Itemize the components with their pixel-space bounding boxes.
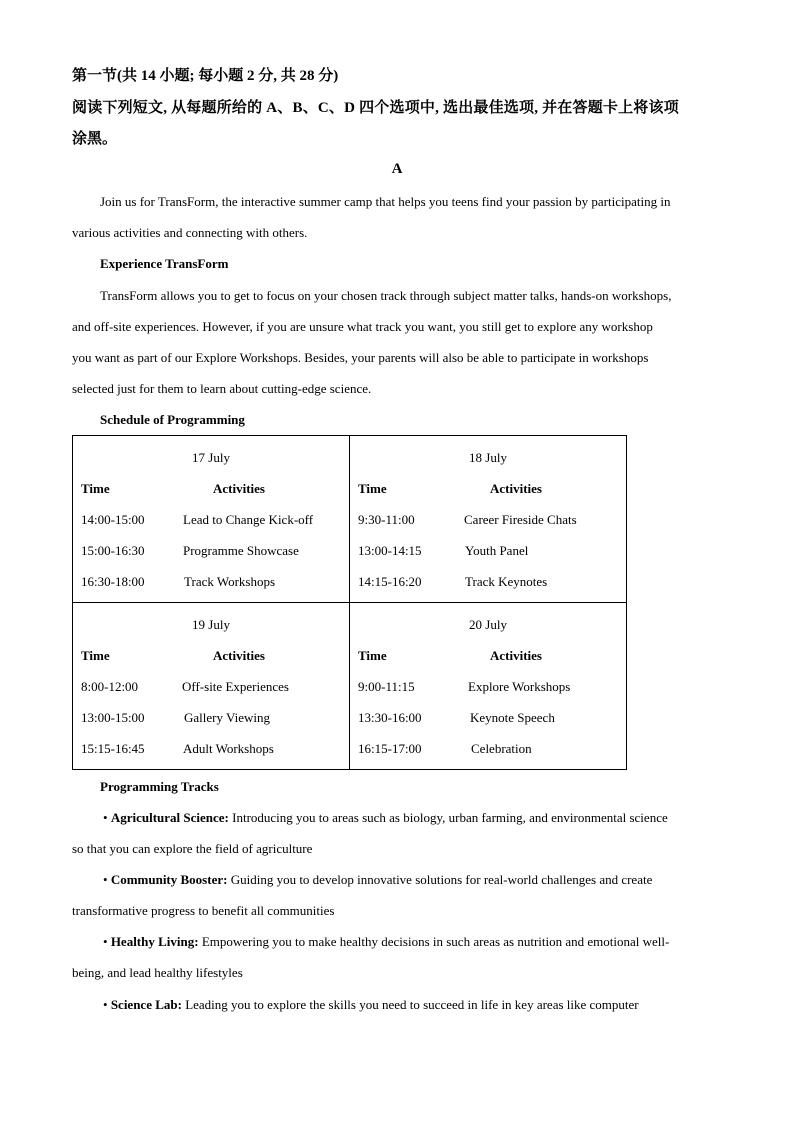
row-time: 14:15-16:20 [358, 574, 422, 589]
passage-letter: A [391, 161, 403, 177]
row-activity: Gallery Viewing [184, 710, 270, 725]
section-instruction-title: 第一节(共 14 小题; 每小题 2 分, 共 28 分) [72, 68, 339, 84]
activities-column-header: Activities [490, 648, 542, 663]
activities-column-header: Activities [213, 648, 265, 663]
schedule-heading: Schedule of Programming [100, 412, 245, 427]
row-time: 13:00-14:15 [358, 543, 422, 558]
track-item: • Community Booster: Guiding you to develop innovative solutions for real-world challenges and create [103, 872, 653, 887]
activities-column-header: Activities [213, 481, 265, 496]
schedule-row [358, 741, 618, 759]
activities-column-header: Activities [490, 481, 542, 496]
track-name: Science Lab: [110, 997, 182, 1012]
row-activity: Off-site Experiences [182, 679, 289, 694]
time-column-header: Time [358, 481, 387, 496]
experience-line-1: TransForm allows you to get to focus on your chosen track through subject matter talks, hands-on workshops, [100, 288, 672, 303]
schedule-row [81, 574, 341, 592]
instruction-line-1: 阅读下列短文, 从每题所给的 A、B、C、D 四个选项中, 选出最佳选项, 并在答题卡上将该项 [72, 100, 679, 116]
instruction-line-2: 涂黑。 [72, 131, 118, 147]
schedule-day-cell [73, 436, 350, 603]
row-activity: Celebration [471, 741, 532, 756]
track-name: Healthy Living: [110, 934, 199, 949]
schedule-row [81, 512, 341, 530]
track-description-cont: so that you can explore the field of agriculture [72, 841, 313, 856]
track-description: Guiding you to develop innovative solutions for real-world challenges and create [230, 872, 653, 887]
row-time: 16:15-17:00 [358, 741, 422, 756]
experience-line-3: you want as part of our Explore Workshops. Besides, your parents will also be able to participate in workshops [72, 350, 649, 365]
row-time: 16:30-18:00 [81, 574, 145, 589]
experience-line-4: selected just for them to learn about cutting-edge science. [72, 381, 372, 396]
row-time: 15:15-16:45 [81, 741, 145, 756]
experience-line-2: and off-site experiences. However, if you are unsure what track you want, you still get to explore any workshop [72, 319, 653, 334]
schedule-table [72, 435, 627, 770]
track-name: Community Booster: [110, 872, 228, 887]
intro-line-1: Join us for TransForm, the interactive summer camp that helps you teens find your passion by participating in [100, 194, 671, 209]
row-activity: Lead to Change Kick-off [183, 512, 314, 527]
row-activity: Career Fireside Chats [464, 512, 577, 527]
schedule-row [358, 679, 618, 697]
day-date: 19 July [192, 617, 230, 632]
schedule-day-cell [73, 603, 350, 770]
schedule-row [358, 512, 618, 530]
row-activity: Programme Showcase [183, 543, 299, 558]
row-time: 8:00-12:00 [81, 679, 139, 694]
row-activity: Youth Panel [465, 543, 529, 558]
track-description: Leading you to explore the skills you need to succeed in life in key areas like computer [185, 997, 639, 1012]
row-time: 14:00-15:00 [81, 512, 145, 527]
track-item: • Healthy Living: Empowering you to make healthy decisions in such areas as nutrition and emotional well- [103, 934, 670, 949]
schedule-day-cell [350, 436, 627, 603]
time-column-header: Time [81, 648, 110, 663]
track-description: Introducing you to areas such as biology, urban farming, and environmental science [232, 810, 668, 825]
row-time: 9:30-11:00 [358, 512, 415, 527]
track-item: • Agricultural Science: Introducing you to areas such as biology, urban farming, and environmental science [103, 810, 668, 825]
day-date: 17 July [192, 450, 230, 465]
row-time: 9:00-11:15 [358, 679, 415, 694]
schedule-row [81, 710, 341, 728]
row-activity: Track Keynotes [465, 574, 548, 589]
schedule-row [81, 543, 341, 561]
day-date: 18 July [469, 450, 507, 465]
track-description-cont: transformative progress to benefit all communities [72, 903, 335, 918]
row-activity: Adult Workshops [183, 741, 274, 756]
track-description: Empowering you to make healthy decisions in such areas as nutrition and emotional well- [201, 934, 670, 949]
time-column-header: Time [358, 648, 387, 663]
track-name: Agricultural Science: [110, 810, 229, 825]
track-item: • Science Lab: Leading you to explore the skills you need to succeed in life in key areas like computer [103, 997, 639, 1012]
day-date: 20 July [469, 617, 507, 632]
intro-line-2: various activities and connecting with others. [72, 225, 308, 240]
row-time: 15:00-16:30 [81, 543, 145, 558]
row-activity: Explore Workshops [468, 679, 571, 694]
schedule-row [81, 741, 341, 759]
experience-heading: Experience TransForm [100, 256, 229, 271]
track-description-cont: being, and lead healthy lifestyles [72, 965, 243, 980]
schedule-row [358, 543, 618, 561]
tracks-heading: Programming Tracks [100, 779, 219, 794]
schedule-row [81, 679, 341, 697]
schedule-row [358, 710, 618, 728]
row-activity: Track Workshops [184, 574, 276, 589]
schedule-row [358, 574, 618, 592]
time-column-header: Time [81, 481, 110, 496]
row-time: 13:00-15:00 [81, 710, 145, 725]
schedule-day-cell [350, 603, 627, 770]
row-activity: Keynote Speech [470, 710, 555, 725]
row-time: 13:30-16:00 [358, 710, 422, 725]
